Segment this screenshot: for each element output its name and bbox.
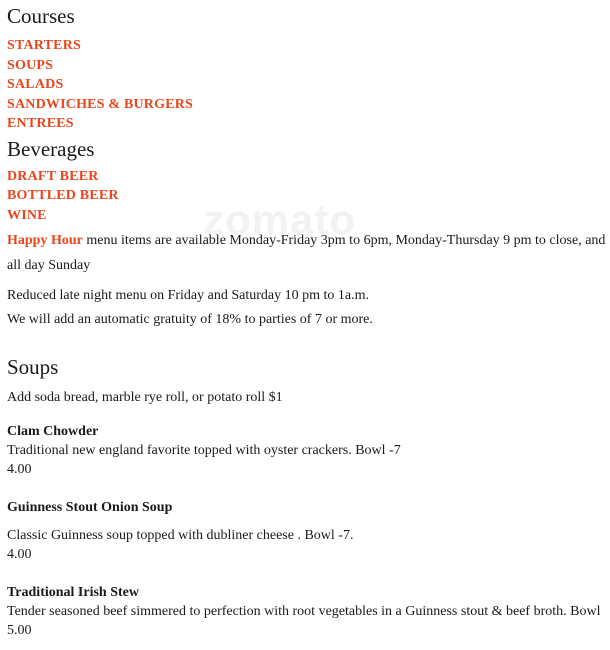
courses-list — [7, 36, 607, 134]
course-link-sandwiches-burgers[interactable]: SANDWICHES & BURGERS — [7, 96, 194, 112]
soup-item-irish-stew — [7, 584, 607, 640]
course-link-entrees[interactable]: ENTREES — [7, 116, 74, 131]
happy-hour-link[interactable]: Happy Hour — [7, 233, 83, 248]
happy-hour-text-cont: all day Sunday — [7, 258, 91, 273]
zomato-watermark: zomato — [203, 196, 356, 243]
course-link-starters[interactable]: STARTERS — [7, 38, 81, 53]
beverage-link-draft-beer[interactable]: DRAFT BEER — [7, 168, 99, 184]
menu-item-price: 4.00 — [7, 462, 32, 477]
menu-page — [7, 0, 607, 640]
happy-hour-note — [7, 229, 607, 253]
soup-item-clam-chowder — [7, 423, 607, 479]
soups-subtitle: Add soda bread, marble rye roll, or potato roll $1 — [7, 390, 283, 405]
menu-item-name: Clam Chowder — [7, 424, 99, 439]
happy-hour-text: menu items are available Monday-Friday 3pm to 6pm, Monday-Thursday 9 pm to close, and — [82, 233, 606, 248]
beverage-link-wine[interactable]: WINE — [7, 207, 47, 223]
beverages-list — [7, 167, 607, 226]
menu-item-price: 5.00 — [7, 623, 32, 638]
course-link-salads[interactable]: SALADS — [7, 77, 64, 92]
menu-item-description: Tender seasoned beef simmered to perfection with root vegetables in a Guinness stout & beef broth. Bowl — [7, 604, 601, 619]
menu-item-name: Traditional Irish Stew — [7, 585, 139, 600]
soups-heading: Soups — [7, 355, 59, 379]
beverage-link-bottled-beer[interactable]: BOTTLED BEER — [7, 188, 119, 203]
menu-item-description: Classic Guinness soup topped with dubliner cheese . Bowl -7. — [7, 528, 354, 543]
menu-item-description: Traditional new england favorite topped with oyster crackers. Bowl -7 — [7, 443, 401, 458]
courses-heading: Courses — [7, 4, 75, 28]
beverages-heading: Beverages — [7, 136, 95, 161]
soup-item-guinness-onion — [7, 499, 607, 564]
late-night-note: Reduced late night menu on Friday and Saturday 10 pm to 1a.m. — [7, 288, 369, 303]
menu-item-name: Guinness Stout Onion Soup — [7, 500, 173, 515]
menu-item-price: 4.00 — [7, 547, 32, 562]
gratuity-note: We will add an automatic gratuity of 18% to parties of 7 or more. — [7, 312, 373, 327]
course-link-soups[interactable]: SOUPS — [7, 57, 54, 73]
